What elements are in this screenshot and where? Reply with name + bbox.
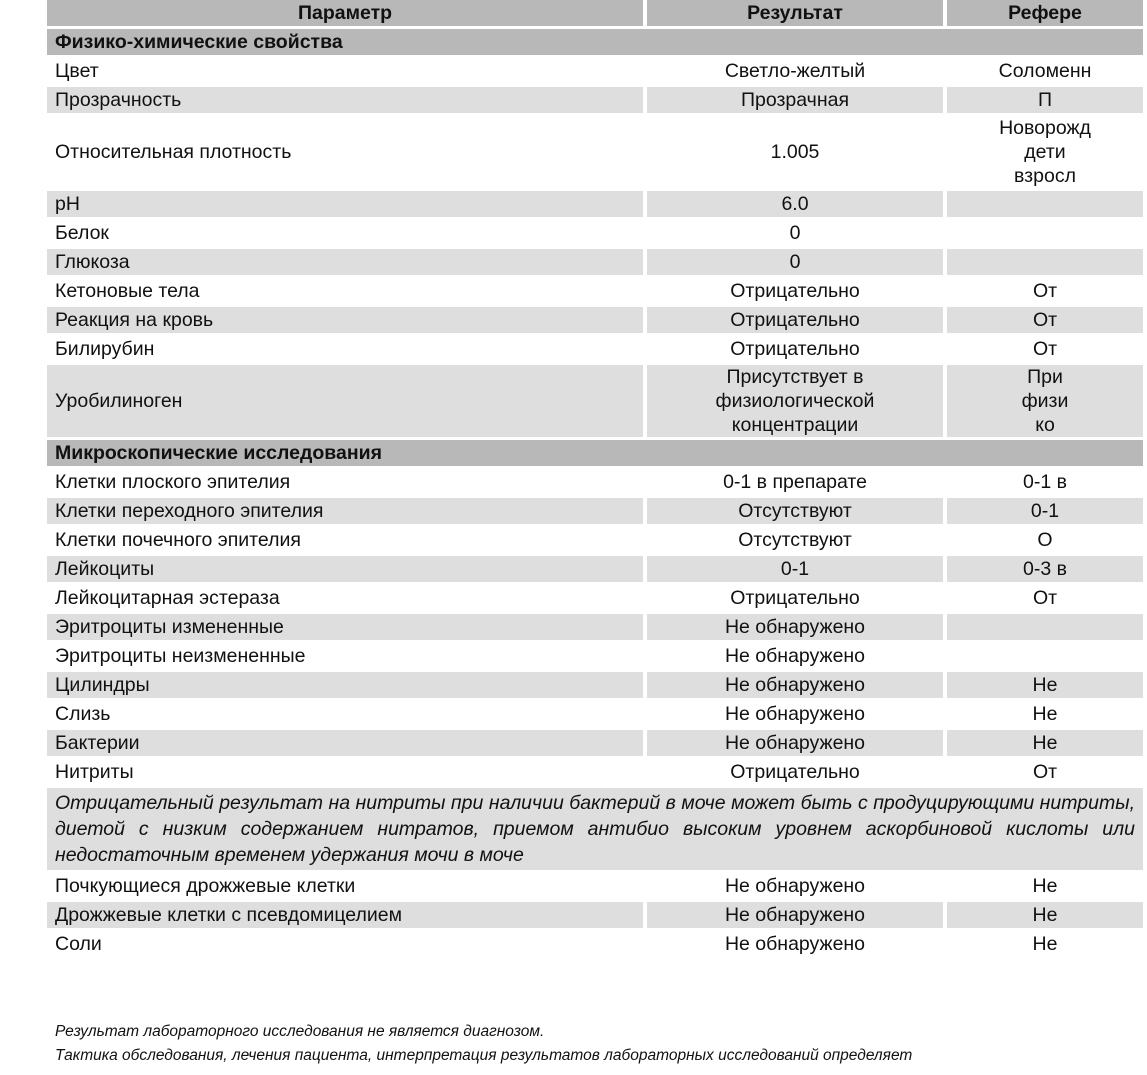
result-cell: Прозрачная (647, 87, 947, 116)
result-cell: Не обнаружено (647, 701, 947, 730)
param-cell: Клетки почечного эпителия (47, 527, 647, 556)
reference-cell: Не (947, 902, 1147, 931)
table-row (47, 759, 1147, 788)
param-cell: Почкующиеся дрожжевые клетки (47, 873, 647, 902)
table-row (47, 672, 1147, 701)
section-header-row (47, 440, 1147, 469)
result-cell: Не обнаружено (647, 672, 947, 701)
param-cell: Лейкоциты (47, 556, 647, 585)
reference-cell: Не (947, 701, 1147, 730)
param-cell: Билирубин (47, 336, 647, 365)
result-cell: 6.0 (647, 191, 947, 220)
reference-cell: Не (947, 730, 1147, 759)
table-row (47, 902, 1147, 931)
reference-cell: Новорожд дети взросл (947, 116, 1147, 191)
param-cell: Белок (47, 220, 647, 249)
table-row (47, 191, 1147, 220)
param-cell: Нитриты (47, 759, 647, 788)
param-cell: Лейкоцитарная эстераза (47, 585, 647, 614)
result-cell: Отрицательно (647, 336, 947, 365)
table-row (47, 701, 1147, 730)
header-reference: Рефере (947, 0, 1147, 29)
reference-cell: При физи ко (947, 365, 1147, 440)
table-row (47, 249, 1147, 278)
table-row (47, 220, 1147, 249)
reference-cell: 0-1 (947, 498, 1147, 527)
result-cell: 0 (647, 249, 947, 278)
param-cell: Бактерии (47, 730, 647, 759)
section-title: Микроскопические исследования (47, 440, 1147, 469)
note-row (47, 788, 1147, 873)
reference-cell: Соломенн (947, 58, 1147, 87)
reference-cell: От (947, 759, 1147, 788)
param-cell: Слизь (47, 701, 647, 730)
table-body (47, 29, 1147, 960)
table-row (47, 873, 1147, 902)
param-cell: Клетки плоского эпителия (47, 469, 647, 498)
param-cell: Соли (47, 931, 647, 960)
table-row (47, 336, 1147, 365)
reference-cell (947, 614, 1147, 643)
result-cell: Не обнаружено (647, 873, 947, 902)
section-header-row (47, 29, 1147, 58)
disclaimer-line-2: Тактика обследования, лечения пациента, интерпретация результатов лабораторных исследований определяет (55, 1047, 913, 1064)
reference-cell: Не (947, 931, 1147, 960)
table-row (47, 58, 1147, 87)
reference-cell: Не (947, 672, 1147, 701)
reference-cell (947, 249, 1147, 278)
disclaimer (55, 1020, 912, 1068)
param-cell: Уробилиноген (47, 365, 647, 440)
result-cell: 0 (647, 220, 947, 249)
table-row (47, 307, 1147, 336)
result-cell: 0-1 (647, 556, 947, 585)
result-cell: Не обнаружено (647, 730, 947, 759)
table-row (47, 931, 1147, 960)
result-cell: Не обнаружено (647, 902, 947, 931)
nitrite-note: Отрицательный результат на нитриты при наличии бактерий в моче может быть с продуцирующими нитриты, диетой с низким содержанием нитратов, приемом антибио высоким уровнем аскорбиновой кислоты или недостаточным временем удержания мочи в моче (47, 788, 1147, 873)
table-row (47, 556, 1147, 585)
reference-cell (947, 191, 1147, 220)
table-row (47, 614, 1147, 643)
param-cell: Кетоновые тела (47, 278, 647, 307)
reference-cell (947, 643, 1147, 672)
section-title: Физико-химические свойства (47, 29, 1147, 58)
param-cell: Эритроциты неизмененные (47, 643, 647, 672)
reference-cell: Не (947, 873, 1147, 902)
reference-cell: От (947, 336, 1147, 365)
result-cell: Отрицательно (647, 585, 947, 614)
disclaimer-line-1: Результат лабораторного исследования не является диагнозом. (55, 1023, 545, 1040)
table-row (47, 87, 1147, 116)
result-cell: Светло-желтый (647, 58, 947, 87)
result-cell: Отрицательно (647, 759, 947, 788)
param-cell: Глюкоза (47, 249, 647, 278)
param-cell: Эритроциты измененные (47, 614, 647, 643)
results-table (47, 0, 1147, 960)
table-row (47, 585, 1147, 614)
result-cell: Отсутствуют (647, 527, 947, 556)
result-cell: Не обнаружено (647, 643, 947, 672)
reference-cell: От (947, 585, 1147, 614)
result-cell: 0-1 в препарате (647, 469, 947, 498)
reference-cell (947, 220, 1147, 249)
param-cell: Клетки переходного эпителия (47, 498, 647, 527)
lab-results-sheet (47, 0, 1147, 960)
param-cell: Цилиндры (47, 672, 647, 701)
result-cell: Отрицательно (647, 278, 947, 307)
table-row (47, 527, 1147, 556)
result-cell: Не обнаружено (647, 614, 947, 643)
param-cell: Цвет (47, 58, 647, 87)
table-header-row (47, 0, 1147, 29)
result-cell: Не обнаружено (647, 931, 947, 960)
reference-cell: О (947, 527, 1147, 556)
param-cell: Дрожжевые клетки с псевдомицелием (47, 902, 647, 931)
result-cell: Присутствует в физиологической концентрации (647, 365, 947, 440)
param-cell: Прозрачность (47, 87, 647, 116)
param-cell: Реакция на кровь (47, 307, 647, 336)
reference-cell: 0-3 в (947, 556, 1147, 585)
table-row (47, 365, 1147, 440)
param-cell: pH (47, 191, 647, 220)
table-row (47, 116, 1147, 191)
param-cell: Относительная плотность (47, 116, 647, 191)
reference-cell: От (947, 278, 1147, 307)
reference-cell: П (947, 87, 1147, 116)
result-cell: Отрицательно (647, 307, 947, 336)
table-row (47, 643, 1147, 672)
result-cell: 1.005 (647, 116, 947, 191)
header-result: Результат (647, 0, 947, 29)
header-param: Параметр (47, 0, 647, 29)
reference-cell: 0-1 в (947, 469, 1147, 498)
table-row (47, 469, 1147, 498)
table-row (47, 498, 1147, 527)
result-cell: Отсутствуют (647, 498, 947, 527)
reference-cell: От (947, 307, 1147, 336)
table-row (47, 278, 1147, 307)
table-row (47, 730, 1147, 759)
